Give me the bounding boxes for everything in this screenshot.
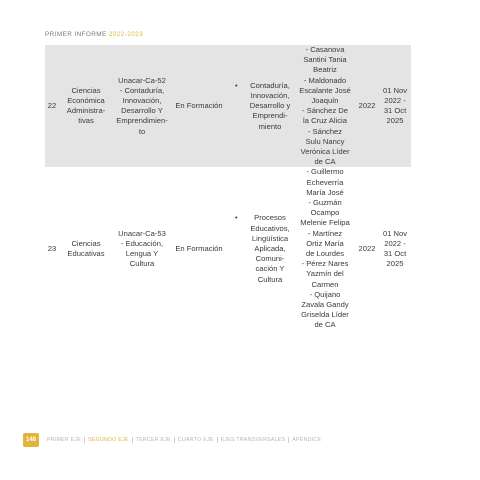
nav-tercer-eje[interactable]: TERCER EJE (132, 437, 174, 443)
group-status: En Formación (171, 167, 227, 330)
report-header (45, 31, 143, 38)
research-line-item: • Contaduría, Innovación, Desarrollo y Emprendi- miento (235, 81, 291, 132)
validity-period: 01 Nov 2022 - 31 Oct 2025 (379, 45, 411, 167)
research-lines (227, 167, 291, 330)
report-period: 2022-2023 (108, 31, 144, 38)
knowledge-area: Ciencias Educativas (59, 167, 113, 330)
knowledge-area: Ciencias Económica Administra- tivas (59, 45, 113, 167)
validity-period: 01 Nov 2022 - 31 Oct 2025 (379, 167, 411, 330)
group-code: Unacar-Ca-52 - Contaduría, Innovación, Desarrollo Y Emprendimien- to (113, 45, 171, 167)
academic-groups-table (45, 45, 411, 331)
table-row (45, 167, 411, 330)
group-members: - Guillermo Echeverría María José - Guzmán Ocampo Melenie Felipa - Martínez Ortiz María de Lourdes - Pérez Nares Yazmín del Carmen - Quijano Zavala Gandy Griselda Líder de CA (291, 167, 355, 330)
research-lines (227, 45, 291, 167)
registration-year: 2022 (355, 167, 379, 330)
group-code: Unacar-Ca-53 - Educación, Lengua Y Cultura (113, 167, 171, 330)
registration-year: 2022 (355, 45, 379, 167)
nav-apendice[interactable]: APÉNDICE (288, 437, 324, 443)
row-number: 22 (45, 45, 59, 167)
nav-segundo-eje[interactable]: SEGUNDO EJE (84, 437, 131, 443)
group-status: En Formación (171, 45, 227, 167)
research-line-item: • Procesos Educativos, Lingüística Aplicada, Comuni- cación Y Cultura (235, 213, 291, 284)
table-row (45, 45, 411, 167)
page-footer (23, 433, 463, 447)
group-members: - Casanova Santini Tania Beatriz - Maldonado Escalante José Joaquín - Sánchez De la Cruz Alicia - Sánchez Sulu Nancy Verónica Líder de CA (291, 45, 355, 167)
page-number-badge: 148 (23, 433, 39, 447)
section-nav (47, 437, 324, 443)
nav-primer-eje[interactable]: PRIMER EJE (47, 437, 82, 443)
nav-cuarto-eje[interactable]: CUARTO EJE (174, 437, 217, 443)
nav-ejes-transversales[interactable]: EJES TRANSVERSALES (217, 437, 289, 443)
row-number: 23 (45, 167, 59, 330)
report-title: PRIMER INFORME (45, 31, 107, 38)
